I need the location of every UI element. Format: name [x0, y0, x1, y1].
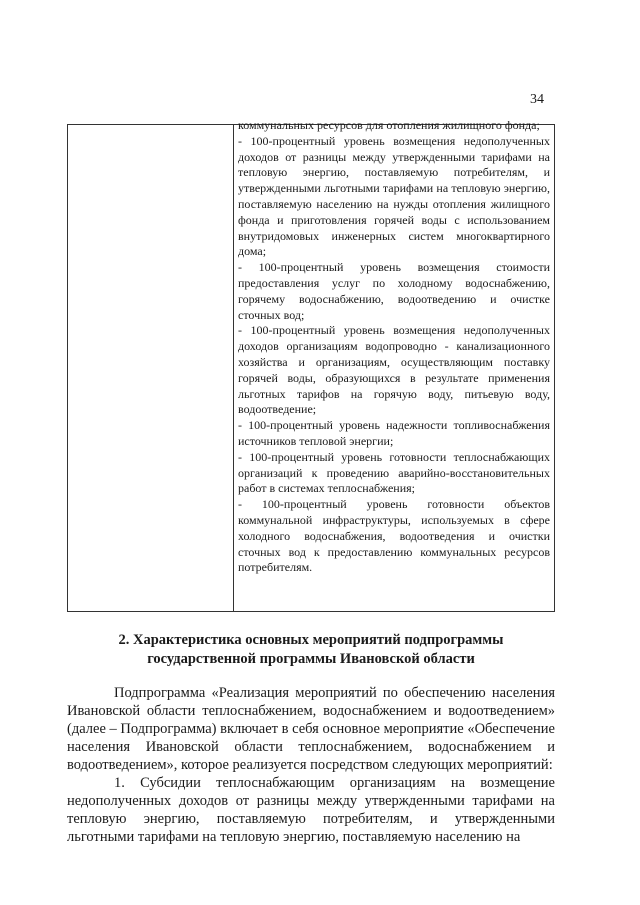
table-paragraph: - 100-процентный уровень возмещения недополученных доходов от разницы между утвержденными тарифами на тепловую энергию, поставляемую потребителям, и утвержденными льготными тарифами на тепловую энергию, поставляемую населению на нужды отопления жилищного фонда и приготовления горячей воды с использованием внутридомовых инженерных систем многоквартирного дома;	[238, 133, 550, 259]
body-text	[67, 684, 555, 846]
body-paragraph: 1. Субсидии теплоснабжающим организациям на возмещение недополученных доходов от разницы между утвержденными тарифами на тепловую энергию, поставляемую потребителям, и утвержденными льготными тарифами на тепловую энергию, поставляемую населению на	[67, 775, 555, 845]
table-cell-indicators	[238, 118, 550, 576]
page-number: 34	[530, 92, 544, 107]
table-paragraph: - 100-процентный уровень готовности объектов коммунальной инфраструктуры, используемых в сфере холодного водоснабжения, водоотведения и очистки сточных вод к предоставлению коммунальных ресурсов потребителям.	[238, 497, 550, 575]
table-paragraph: - 100-процентный уровень готовности теплоснабжающих организаций к проведению аварийно-восстановительных работ в системах теплоснабжения;	[238, 449, 550, 496]
table-paragraph: - 100-процентный уровень надежности топливоснабжения источников тепловой энергии;	[238, 418, 550, 448]
table-paragraph: - 100-процентный уровень возмещения недополученных доходов организациям водопроводно - канализационного хозяйства и организациям, осуществляющим поставку горячей воды, образующихся в результате применения льготных тарифов на горячую воду, питьевую воду, водоотведение;	[238, 323, 550, 417]
indicator-table	[67, 118, 555, 612]
table-column-divider	[233, 125, 234, 611]
section-heading: 2. Характеристика основных мероприятий подпрограммы государственной программы Ивановской области	[118, 632, 504, 667]
body-paragraph: Подпрограмма «Реализация мероприятий по обеспечению населения Ивановской области теплоснабжением, водоснабжением и водоотведением» (далее – Подпрограмма) включает в себя основное мероприятие «Обеспечение населения Ивановской области теплоснабжением, водоснабжением и водоотведением», которое реализуется посредством следующих мероприятий:	[67, 685, 555, 773]
table-paragraph: - 100-процентный уровень возмещения стоимости предоставления услуг по холодному водоснабжению, горячему водоснабжению, водоотведению и очистке сточных вод;	[238, 260, 550, 322]
table-paragraph: коммунальных ресурсов для отопления жилищного фонда;	[238, 118, 540, 132]
